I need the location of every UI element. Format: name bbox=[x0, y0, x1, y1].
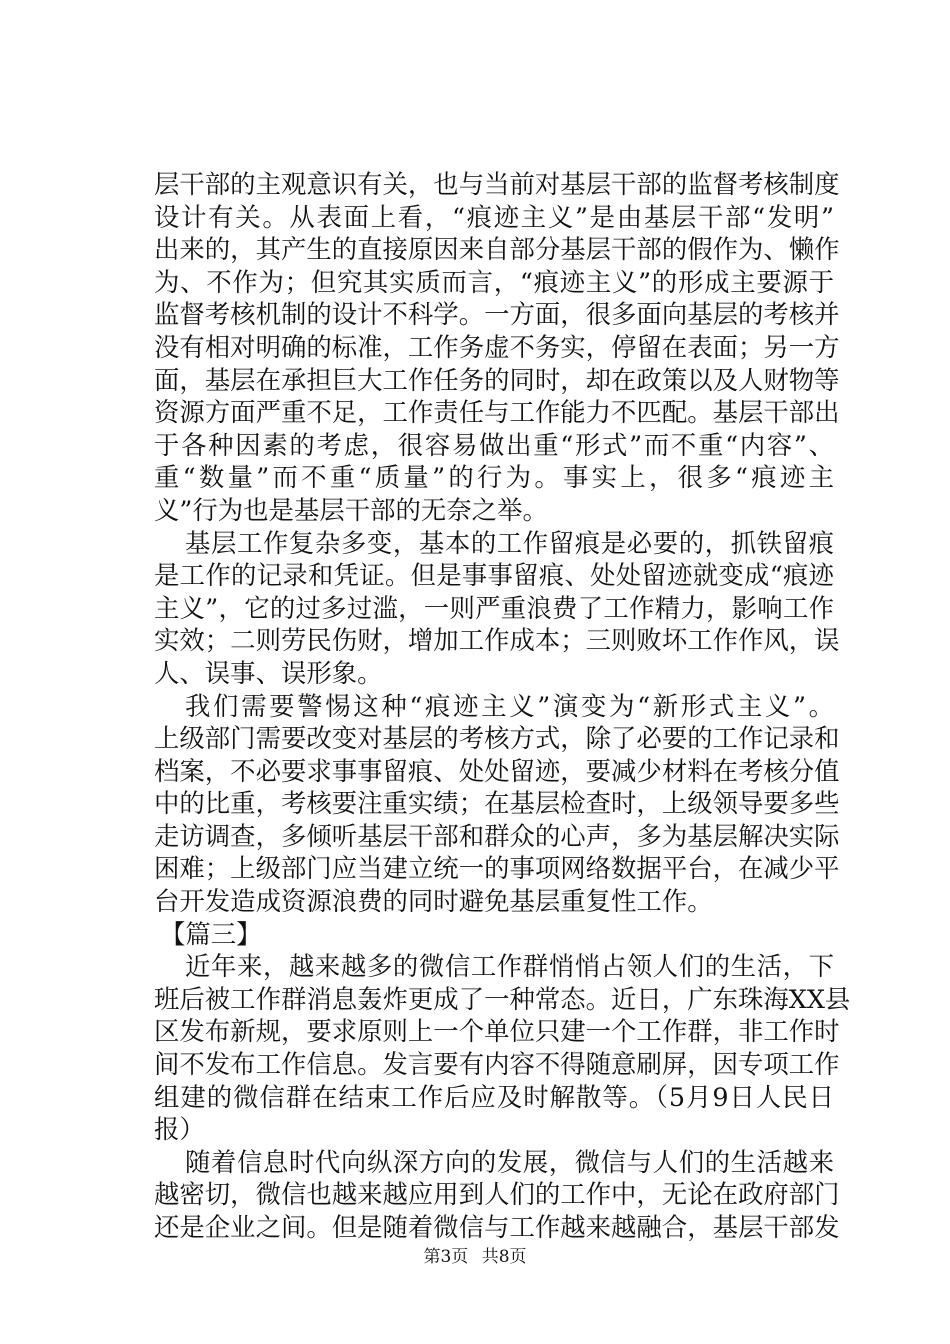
text-line: 实效；二则劳民伤财，增加工作成本；三则败坏工作作风，误 bbox=[154, 625, 840, 656]
text-line: 重“数量”而不重“质量”的行为。事实上，很多“痕迹主 bbox=[154, 462, 834, 493]
text-line: 层干部的主观意识有关，也与当前对基层干部的监督考核制度 bbox=[154, 169, 840, 199]
text-line: 是工作的记录和凭证。但是事事留痕、处处留迹就变成“痕迹 bbox=[154, 560, 834, 591]
text-line: 上级部门需要改变对基层的考核方式，除了必要的工作记录和 bbox=[154, 723, 840, 754]
paragraph-start-line: 随着信息时代向纵深方向的发展，微信与人们的生活越来 bbox=[185, 1146, 834, 1177]
text-line: 走访调查，多倾听基层干部和群众的心声，多为基层解决实际 bbox=[154, 820, 840, 851]
text-line: 监督考核机制的设计不科学。一方面，很多面向基层的考核并 bbox=[154, 299, 840, 330]
page-total: 共8页 bbox=[481, 1247, 527, 1267]
text-line: 档案，不必要求事事留痕、处处留迹，要减少材料在考核分值 bbox=[154, 755, 840, 786]
text-line: 区发布新规，要求原则上一个单位只建一个工作群，非工作时 bbox=[154, 1016, 840, 1047]
page-footer bbox=[0, 1246, 950, 1268]
text-line: 人、误事、误形象。 bbox=[154, 657, 383, 688]
paragraph-start-line: 我们需要警惕这种“痕迹主义”演变为“新形式主义”。 bbox=[185, 690, 834, 721]
paragraph-start-line: 基层工作复杂多变，基本的工作留痕是必要的，抓铁留痕 bbox=[185, 527, 834, 558]
text-line: 没有相对明确的标准，工作务虚不务实，停留在表面；另一方 bbox=[154, 331, 840, 362]
text-line: 于各种因素的考虑，很容易做出重“形式”而不重“内容”、 bbox=[154, 429, 834, 460]
section-heading: 【篇三】 bbox=[160, 918, 262, 949]
text-line: 出来的，其产生的直接原因来自部分基层干部的假作为、懒作 bbox=[154, 234, 840, 265]
text-line: 还是企业之间。但是随着微信与工作越来越融合，基层干部发 bbox=[154, 1212, 840, 1242]
text-line: 台开发造成资源浪费的同时避免基层重复性工作。 bbox=[154, 886, 713, 917]
text-line: 班后被工作群消息轰炸更成了一种常态。近日，广东珠海XX县 bbox=[154, 983, 851, 1014]
page-number: 第3页 bbox=[423, 1247, 469, 1267]
text-line: 面，基层在承担巨大工作任务的同时，却在政策以及人财物等 bbox=[154, 364, 840, 395]
text-line: 报） bbox=[154, 1114, 205, 1145]
text-line: 组建的微信群在结束工作后应及时解散等。（5月9日人民日 bbox=[154, 1081, 834, 1112]
text-line: 间不发布工作信息。发言要有内容不得随意刷屏，因专项工作 bbox=[154, 1049, 840, 1080]
text-line: 主义”，它的过多过滥，一则严重浪费了工作精力，影响工作 bbox=[154, 592, 834, 623]
text-line: 越密切，微信也越来越应用到人们的工作中，无论在政府部门 bbox=[154, 1179, 840, 1210]
text-line: 资源方面严重不足，工作责任与工作能力不匹配。基层干部出 bbox=[154, 397, 840, 428]
text-line: 困难；上级部门应当建立统一的事项网络数据平台，在减少平 bbox=[154, 853, 840, 884]
text-line: 设计有关。从表面上看，“痕迹主义”是由基层干部“发明” bbox=[154, 201, 834, 232]
text-line: 中的比重，考核要注重实绩；在基层检查时，上级领导要多些 bbox=[154, 788, 840, 819]
text-line: 义”行为也是基层干部的无奈之举。 bbox=[154, 494, 548, 525]
text-line: 为、不作为；但究其实质而言，“痕迹主义”的形成主要源于 bbox=[154, 266, 834, 297]
paragraph-start-line: 近年来，越来越多的微信工作群悄悄占领人们的生活，下 bbox=[185, 951, 834, 982]
document-body bbox=[154, 168, 851, 1244]
